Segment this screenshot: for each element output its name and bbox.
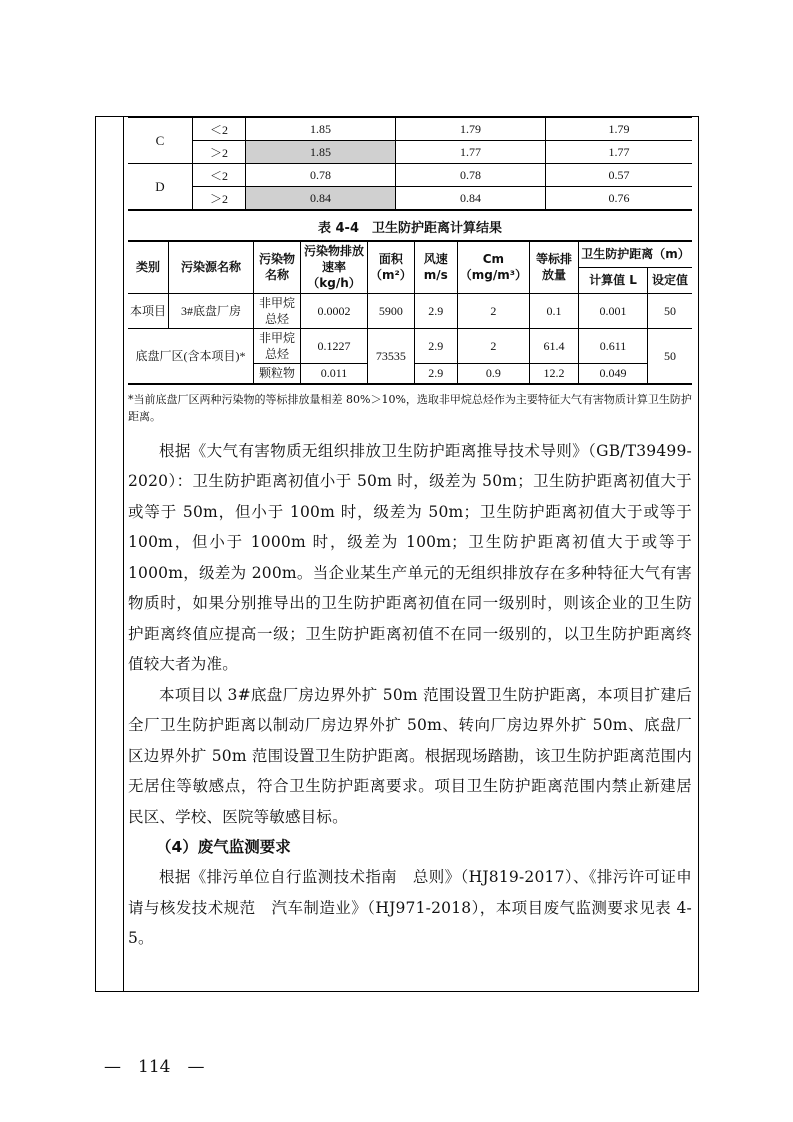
value-cell: 1.79 — [395, 117, 545, 141]
wind-cell: ＞2 — [193, 141, 246, 164]
header-cm: Cm（mg/m³） — [457, 241, 529, 293]
section-heading: （4）废气监测要求 — [156, 838, 291, 857]
cell-type: 底盘厂区(含本项目)* — [128, 328, 254, 383]
page-number: — 114 — — [104, 1057, 205, 1077]
value-cell: 1.79 — [545, 117, 692, 141]
cell-cm: 2 — [457, 293, 529, 328]
cell-area: 5900 — [368, 293, 415, 328]
table-row — [128, 328, 692, 363]
cell-area: 73535 — [368, 328, 415, 383]
paragraph: 本项目以 3#底盘厂房边界外扩 50m 范围设置卫生防护距离，本项目扩建后全厂卫生防护距离以制动厂房边界外扩 50m、转向厂房边界外扩 50m、底盘厂区边界外扩 50m 范围设置卫生防护距离。根据现场踏勘，该卫生防护距离范围内无居住等敏感点，符合卫生防护距离要求。项目卫生防护距离范围内禁止新建居民区、学校、医院等敏感目标。 — [128, 685, 692, 826]
header-pollutant: 污染物名称 — [254, 241, 301, 293]
cell-equiv: 61.4 — [530, 328, 579, 363]
frame-divider — [123, 117, 124, 991]
value-cell: 0.78 — [246, 164, 396, 187]
cell-wind: 2.9 — [414, 293, 457, 328]
header-distance: 卫生防护距离（m） — [579, 241, 693, 267]
cell-pollutant: 颗粒物 — [254, 364, 301, 384]
table-note: *当前底盘厂区两种污染物的等标排放量相差 80%＞10%，选取非甲烷总烃作为主要特征大气有害物质计算卫生防护距离。 — [128, 392, 692, 424]
cell-set: 50 — [648, 293, 693, 328]
cell-rate: 0.011 — [301, 364, 368, 384]
header-source: 污染源名称 — [169, 241, 254, 293]
cell-type: 本项目 — [128, 293, 169, 328]
value-cell: 0.57 — [545, 164, 692, 187]
header-equiv: 等标排放量 — [530, 241, 579, 293]
paragraph: 根据《大气有害物质无组织排放卫生防护距离推导技术导则》（GB/T39499-2020）：卫生防护距离初值小于 50m 时，级差为 50m；卫生防护距离初值大于或等于 50m，但小于 100m 时，级差为 50m；卫生防护距离初值大于或等于 100m，但小于 1000m 时，级差为 100m；卫生防护距离初值大于或等于 1000m，级差为 200m。当企业某生产单元的无组织排放存在多种特征大气有害物质时，如果分别推导出的卫生防护距离初值在同一级别时，则该企业的卫生防护距离终值应提高一级；卫生防护距离初值不在同一级别的，以卫生防护距离终值较大者为准。 — [128, 441, 692, 674]
value-cell-shaded: 0.84 — [246, 187, 396, 211]
table-row — [128, 293, 692, 328]
value-cell-shaded: 1.85 — [246, 141, 396, 164]
table-caption: 表 4-4 卫生防护距离计算结果 — [317, 221, 502, 236]
stability-class-d: D — [128, 164, 193, 211]
value-cell: 1.77 — [395, 141, 545, 164]
value-cell: 0.78 — [395, 164, 545, 187]
table-row — [128, 164, 692, 187]
stability-class-c: C — [128, 117, 193, 164]
value-cell: 0.84 — [395, 187, 545, 211]
content-area — [128, 116, 692, 954]
cell-cm: 2 — [457, 328, 529, 363]
cell-cm: 0.9 — [457, 364, 529, 384]
cell-calc: 0.001 — [579, 293, 648, 328]
header-set: 设定值 — [648, 267, 693, 293]
cell-set: 50 — [648, 328, 693, 383]
table-row — [128, 141, 692, 164]
header-row — [128, 241, 692, 267]
cell-source: 3#底盘厂房 — [169, 293, 254, 328]
header-rate: 污染物排放速率（kg/h） — [301, 241, 368, 293]
cell-rate: 0.0002 — [301, 293, 368, 328]
value-cell: 1.85 — [246, 117, 396, 141]
cell-calc: 0.049 — [579, 364, 648, 384]
wind-cell: ＜2 — [193, 164, 246, 187]
wind-cell: ＜2 — [193, 117, 246, 141]
value-cell: 0.76 — [545, 187, 692, 211]
header-calc: 计算值 L — [579, 267, 648, 293]
cell-equiv: 0.1 — [530, 293, 579, 328]
stability-table — [128, 116, 692, 211]
value-cell: 1.77 — [545, 141, 692, 164]
header-wind: 风速m/s — [414, 241, 457, 293]
paragraph: 根据《排污单位自行监测技术指南 总则》（HJ819-2017）、《排污许可证申请与核发技术规范 汽车制造业》（HJ971-2018），本项目废气监测要求见表 4-5。 — [128, 868, 692, 948]
cell-wind: 2.9 — [414, 328, 457, 363]
distance-table — [128, 240, 692, 385]
cell-wind: 2.9 — [414, 364, 457, 384]
header-type: 类别 — [128, 241, 169, 293]
table-row — [128, 187, 692, 211]
cell-pollutant: 非甲烷总烃 — [254, 328, 301, 363]
table-row — [128, 117, 692, 141]
cell-rate: 0.1227 — [301, 328, 368, 363]
cell-equiv: 12.2 — [530, 364, 579, 384]
cell-calc: 0.611 — [579, 328, 648, 363]
header-area: 面积（m²） — [368, 241, 415, 293]
wind-cell: ＞2 — [193, 187, 246, 211]
cell-pollutant: 非甲烷总烃 — [254, 293, 301, 328]
